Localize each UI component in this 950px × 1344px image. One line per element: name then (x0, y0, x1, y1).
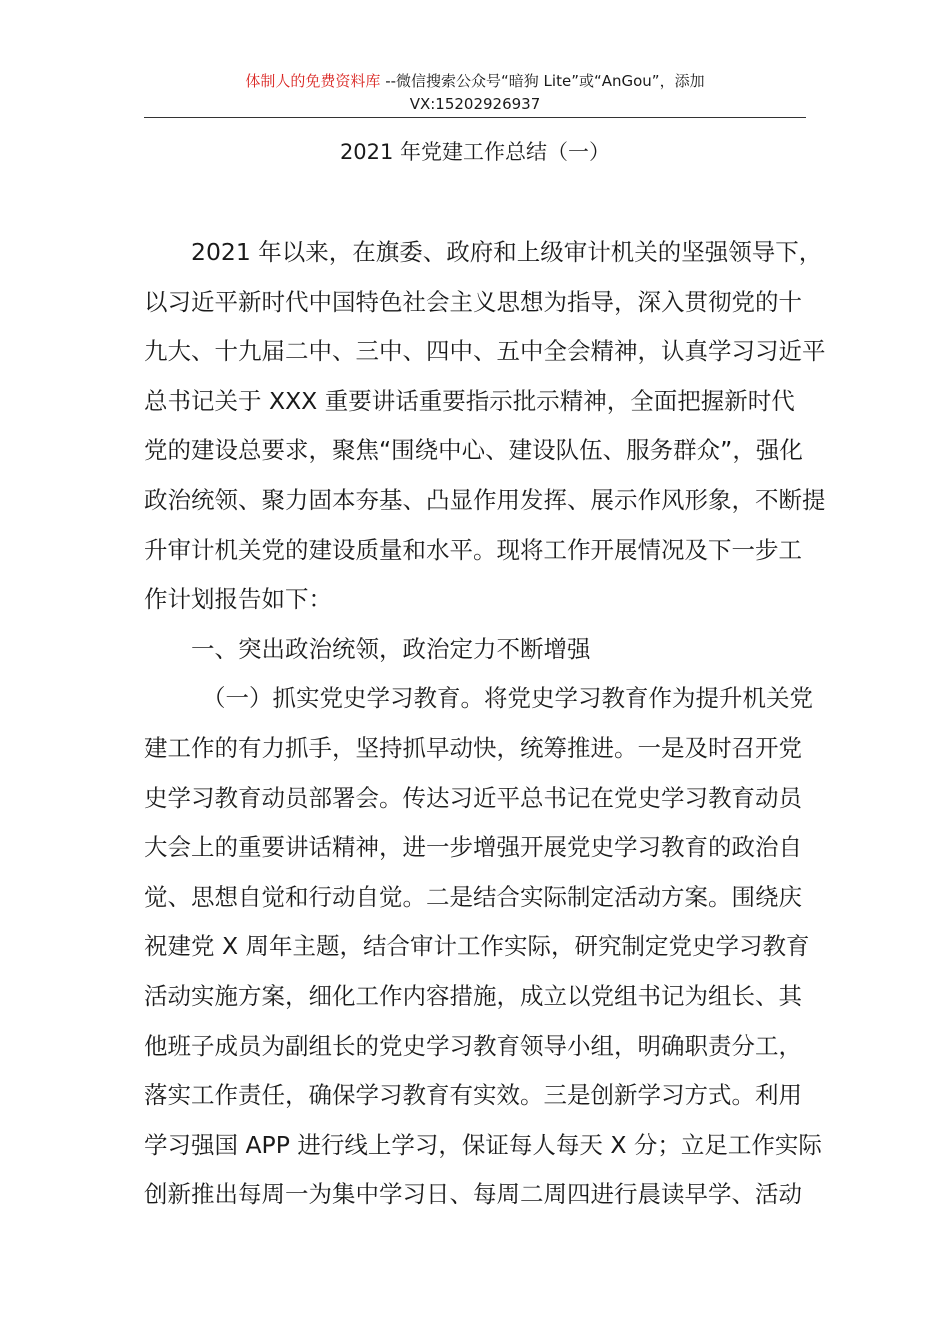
section-heading: 一、突出政治统领，政治定力不断增强 (191, 634, 591, 663)
body-line: 2021 年以来，在旗委、政府和上级审计机关的坚强领导下， (191, 238, 823, 266)
body-line: 九大、十九届二中、三中、四中、五中全会精神，认真学习习近平 (144, 337, 826, 366)
body-line: 落实工作责任，确保学习教育有实效。三是创新学习方式。利用 (144, 1081, 802, 1110)
document-title: 2021 年党建工作总结（一） (339, 140, 611, 164)
page-header (144, 70, 806, 116)
header-contact: VX:15202926937 (409, 95, 541, 113)
body-line: 祝建党 X 周年主题，结合审计工作实际，研究制定党史学习教育 (144, 932, 810, 961)
body-line: 史学习教育动员部署会。传达习近平总书记在党史学习教育动员 (144, 783, 802, 812)
body-line: 总书记关于 XXX 重要讲话重要指示批示精神，全面把握新时代 (144, 386, 795, 415)
subsection-line: （一）抓实党史学习教育。将党史学习教育作为提升机关党 (202, 684, 813, 713)
body-line: 活动实施方案，细化工作内容措施，成立以党组书记为组长、其 (144, 981, 802, 1010)
body-line: 创新推出每周一为集中学习日、每周二周四进行晨读早学、活动 (144, 1180, 802, 1209)
body-line: 作计划报告如下： (144, 585, 332, 614)
body-line: 学习强国 APP 进行线上学习，保证每人每天 X 分；立足工作实际 (144, 1130, 822, 1159)
body-line: 大会上的重要讲话精神，进一步增强开展党史学习教育的政治自 (144, 833, 802, 862)
body-line: 建工作的有力抓手，坚持抓早动快，统筹推进。一是及时召开党 (144, 733, 802, 762)
header-brand: 体制人的免费资料库 (245, 72, 381, 90)
document-body (144, 232, 826, 1224)
body-line: 政治统领、聚力固本夯基、凸显作用发挥、展示作风形象，不断提 (144, 485, 826, 514)
body-line: 他班子成员为副组长的党史学习教育领导小组，明确职责分工， (144, 1031, 802, 1060)
body-line: 党的建设总要求，聚焦“围绕中心、建设队伍、服务群众”，强化 (144, 436, 803, 465)
header-note: --微信搜索公众号“暗狗 Lite”或“AnGou”，添加 (380, 72, 705, 90)
body-line: 以习近平新时代中国特色社会主义思想为指导，深入贯彻党的十 (144, 287, 802, 316)
body-line: 升审计机关党的建设质量和水平。现将工作开展情况及下一步工 (144, 535, 802, 564)
header-line-1 (144, 70, 806, 93)
header-divider (144, 117, 806, 118)
body-line: 觉、思想自觉和行动自觉。二是结合实际制定活动方案。围绕庆 (144, 882, 802, 911)
